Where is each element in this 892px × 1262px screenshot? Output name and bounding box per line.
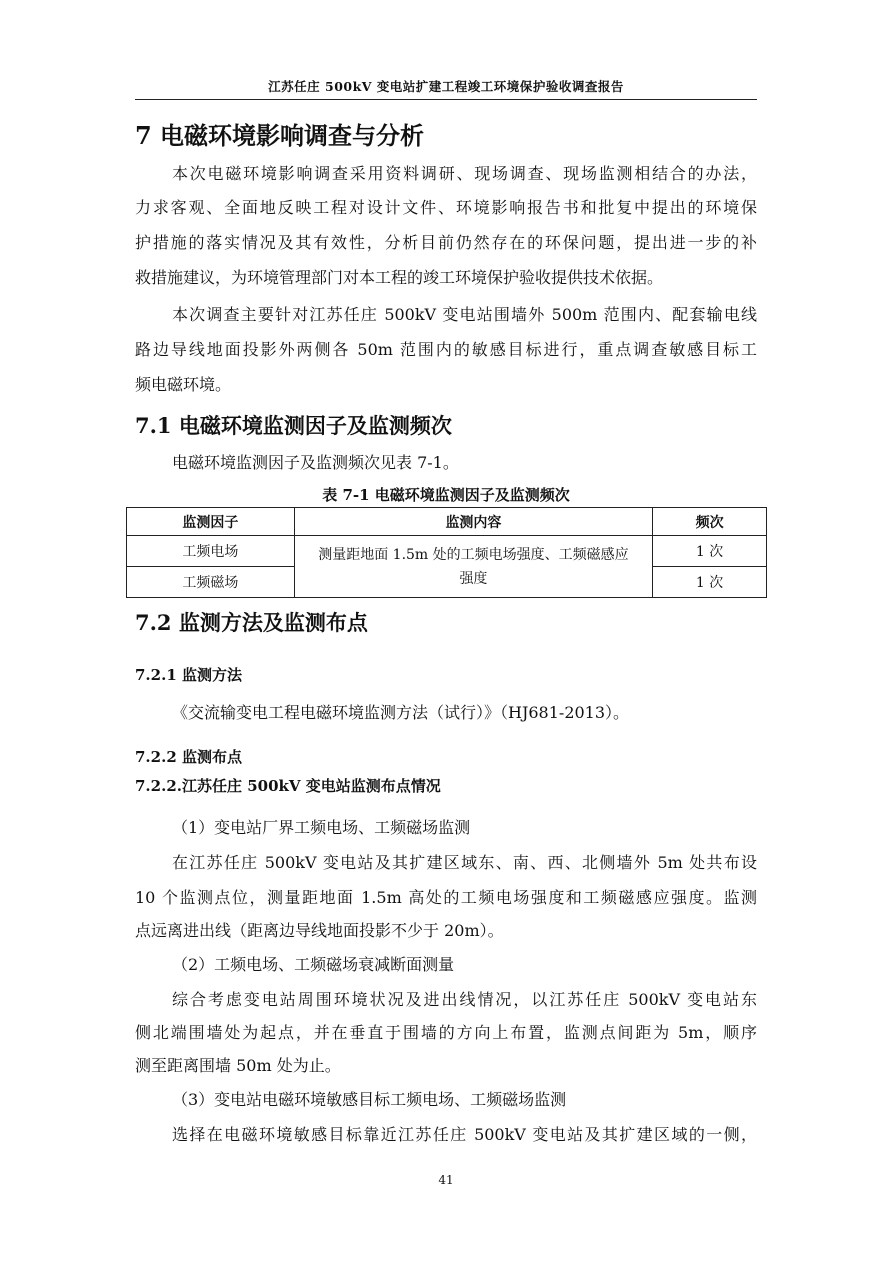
paragraph-line: 本次调查主要针对江苏任庄 500kV 变电站围墙外 500m 范围内、配套输电线 [172, 305, 757, 324]
paragraph-line: 在江苏任庄 500kV 变电站及其扩建区域东、南、西、北侧墙外 5m 处共布设 [172, 853, 757, 872]
paragraph-line: 护措施的落实情况及其有效性，分析目前仍然存在的环保问题，提出进一步的补 [135, 233, 757, 252]
table-cell-frequency: 1 次 [653, 567, 767, 598]
table-content-line: 测量距地面 1.5m 处的工频电场强度、工频磁感应 [318, 546, 629, 563]
running-header: 江苏任庄 500kV 变电站扩建工程竣工环境保护验收调查报告 [268, 79, 624, 94]
paragraph-line: 点远离进出线（距离边导线地面投影不少于 20m）。 [135, 921, 504, 940]
paragraph-line: 路边导线地面投影外两侧各 50m 范围内的敏感目标进行，重点调查敏感目标工 [135, 340, 757, 359]
table-row [127, 536, 767, 567]
subsection-title: 7.2 监测方法及监测布点 [135, 610, 368, 635]
paragraph-line: 《交流输变电工程电磁环境监测方法（试行）》（HJ681-2013）。 [172, 703, 630, 722]
subsubsection-title: 7.2.2.江苏任庄 500kV 变电站监测布点情况 [135, 777, 441, 795]
table-header-cell: 监测因子 [127, 508, 295, 536]
table-caption: 表 7-1 电磁环境监测因子及监测频次 [322, 486, 570, 504]
paragraph-line: 选择在电磁环境敏感目标靠近江苏任庄 500kV 变电站及其扩建区域的一侧， [172, 1125, 757, 1144]
table-header-cell: 频次 [653, 508, 767, 536]
table-cell-frequency: 1 次 [653, 536, 767, 567]
section-title: 7 电磁环境影响调查与分析 [135, 121, 425, 150]
list-item-heading: （3）变电站电磁环境敏感目标工频电场、工频磁场监测 [172, 1090, 567, 1109]
table-cell-factor: 工频电场 [127, 536, 295, 567]
monitoring-table [126, 507, 767, 598]
table-header-row [127, 508, 767, 536]
paragraph-line: 侧北端围墙处为起点，并在垂直于围墙的方向上布置，监测点间距为 5m，顺序 [135, 1023, 757, 1042]
paragraph-line: 测至距离围墙 50m 处为止。 [135, 1056, 341, 1075]
subsubsection-title: 7.2.2 监测布点 [135, 748, 242, 766]
list-item-heading: （2）工频电场、工频磁场衰减断面测量 [172, 955, 455, 974]
table-content-line: 强度 [459, 570, 488, 587]
paragraph-line: 频电磁环境。 [135, 375, 232, 394]
table-cell-factor: 工频磁场 [127, 567, 295, 598]
page-number: 41 [438, 1173, 454, 1187]
paragraph-line: 救措施建议，为环境管理部门对本工程的竣工环境保护验收提供技术依据。 [135, 268, 664, 287]
paragraph-line: 10 个监测点位，测量距地面 1.5m 高处的工频电场强度和工频磁感应强度。监测 [135, 888, 757, 907]
table-header-cell: 监测内容 [294, 508, 652, 536]
paragraph-line: 本次电磁环境影响调查采用资料调研、现场调查、现场监测相结合的办法， [172, 164, 757, 183]
paragraph-line: 力求客观、全面地反映工程对设计文件、环境影响报告书和批复中提出的环境保 [135, 198, 757, 217]
header-rule [135, 99, 757, 100]
subsubsection-title: 7.2.1 监测方法 [135, 666, 242, 684]
paragraph-line: 电磁环境监测因子及监测频次见表 7-1。 [172, 453, 459, 472]
subsection-title: 7.1 电磁环境监测因子及监测频次 [135, 413, 452, 438]
paragraph-line: 综合考虑变电站周围环境状况及进出线情况，以江苏任庄 500kV 变电站东 [172, 990, 757, 1009]
list-item-heading: （1）变电站厂界工频电场、工频磁场监测 [172, 818, 471, 837]
table-cell-content [294, 536, 652, 598]
